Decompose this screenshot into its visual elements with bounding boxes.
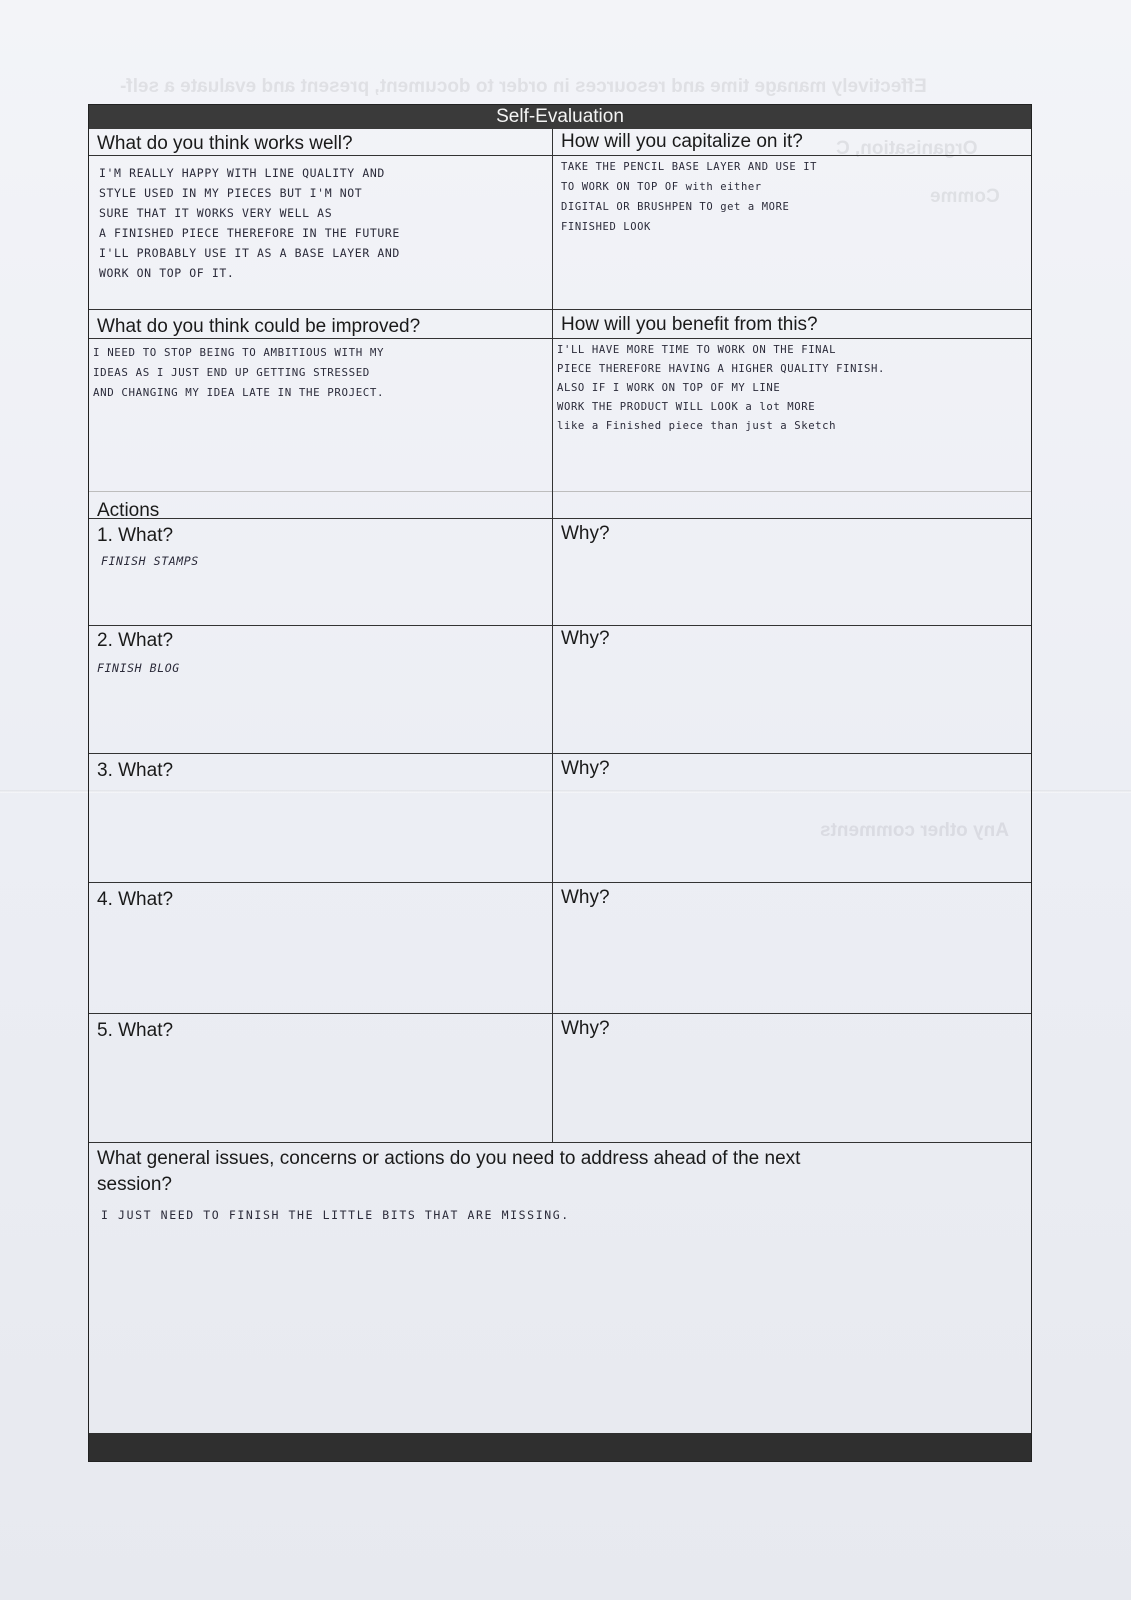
action-4-what-label: 4. What? xyxy=(97,889,174,910)
divider xyxy=(89,625,1031,626)
form-footer-bar xyxy=(89,1433,1031,1461)
action-2-why-label: Why? xyxy=(561,628,610,649)
show-through-text: Any other comments xyxy=(820,820,1009,841)
action-3-why-label: Why? xyxy=(561,758,610,779)
action-1-what-label: 1. What? xyxy=(97,525,174,546)
divider xyxy=(89,882,1031,883)
action-1-what-answer: FINISH STAMPS xyxy=(101,554,199,568)
show-through-text: Comme xyxy=(930,186,1000,207)
divider xyxy=(89,338,1031,339)
action-5-what-label: 5. What? xyxy=(97,1020,174,1041)
actions-heading: Actions xyxy=(97,500,160,521)
action-2-what-answer: FINISH BLOG xyxy=(97,661,180,675)
benefit-label: How will you benefit from this? xyxy=(561,314,818,335)
divider xyxy=(89,155,1031,156)
general-issues-label: What general issues, concerns or actions do you need to address ahead of the next xyxy=(97,1148,801,1169)
divider xyxy=(89,309,1031,310)
divider xyxy=(89,518,1031,519)
action-5-why-label: Why? xyxy=(561,1018,610,1039)
divider xyxy=(89,1013,1031,1014)
works-well-answer: I'M REALLY HAPPY WITH LINE QUALITY AND STYLE USED IN MY PIECES BUT I'M NOT SURE THAT IT WORKS VERY WELL AS A FINISHED PIECE THEREFORE IN THE FUTURE I'LL PROBABLY USE IT AS A BASE LAYER AND WORK ON TOP OF IT. xyxy=(99,166,400,280)
action-3-what-label: 3. What? xyxy=(97,760,174,781)
show-through-text: Organisation, C xyxy=(836,138,978,159)
capitalize-answer: TAKE THE PENCIL BASE LAYER AND USE IT TO WORK ON TOP OF with either DIGITAL OR BRUSHPEN TO get a MORE FINISHED LOOK xyxy=(561,161,818,233)
general-issues-label-continued: session? xyxy=(97,1174,172,1195)
divider xyxy=(89,1142,1031,1143)
benefit-answer: I'LL HAVE MORE TIME TO WORK ON THE FINAL PIECE THEREFORE HAVING A HIGHER QUALITY FINISH. ALSO IF I WORK ON TOP OF MY LINE WORK THE PRODUCT WILL LOOK a lot MORE like a Finished piece than just a Sketch xyxy=(557,344,885,432)
improved-label: What do you think could be improved? xyxy=(97,316,421,337)
divider xyxy=(89,753,1031,754)
column-divider xyxy=(552,129,553,1142)
action-4-why-label: Why? xyxy=(561,887,610,908)
capitalize-label: How will you capitalize on it? xyxy=(561,131,803,152)
action-1-why-label: Why? xyxy=(561,523,610,544)
action-2-what-label: 2. What? xyxy=(97,630,174,651)
form-title: Self-Evaluation xyxy=(89,105,1031,129)
self-evaluation-form xyxy=(88,104,1032,1462)
divider xyxy=(89,491,1031,492)
general-issues-answer: I JUST NEED TO FINISH THE LITTLE BITS THAT ARE MISSING. xyxy=(101,1208,570,1222)
works-well-label: What do you think works well? xyxy=(97,133,353,154)
show-through-text: Effectively manage time and resources in order to document, present and evaluate a self- xyxy=(120,76,927,97)
improved-answer: I NEED TO STOP BEING TO AMBITIOUS WITH MY IDEAS AS I JUST END UP GETTING STRESSED AND CHANGING MY IDEA LATE IN THE PROJECT. xyxy=(93,346,385,399)
